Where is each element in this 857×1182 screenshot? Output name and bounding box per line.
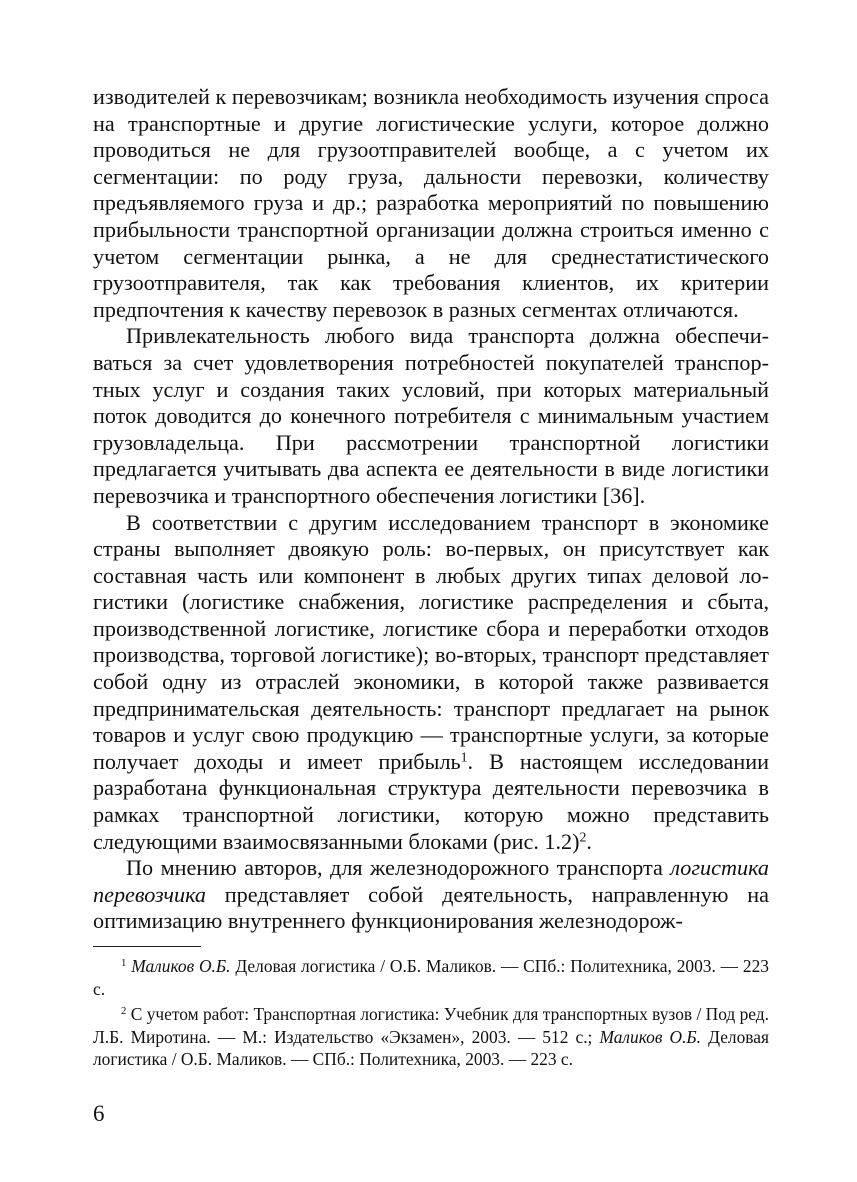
paragraph-4 <box>93 855 769 935</box>
paragraph-3-end: . <box>586 828 592 854</box>
paragraph-3-text: В соответствии с другим исследованием транспорт в экономике страны выполняет двоякую роль: во-первых, он присутствует как составная часть или компонент в любых других типах деловой логистики (логистике снабжения, логистике распределения и сбыта, производственной логистике, логистике сбора и переработки отходов производства, торговой логистике); во-вторых, транспорт представляет собой одну из отраслей экономики, в которой также развивается предпринимательская деятельность: транспорт предлагает на рынок товаров и услуг свою продукцию — транспортные услуги, за которые получает доходы и имеет прибыль <box>93 509 769 774</box>
footnote-ref-1: 1 <box>460 749 468 765</box>
footnote-1-text: Деловая логистика / О.Б. Маликов. — СПб.: Политехника, 2003. — 223 с. <box>93 956 769 999</box>
footnote-1-author: Маликов О.Б. <box>131 956 231 976</box>
footnote-2-text: С учетом работ: Транспортная логистика: Учебник для транспортных вузов / Под ред. Л.Б. Миротина. — М.: Издательство «Экзамен», 2003. — 512 с.; <box>93 1004 769 1047</box>
footnotes <box>93 955 769 1071</box>
paragraph-4-emphasis: логистика перевозчика <box>93 855 769 907</box>
footnote-separator <box>93 946 201 947</box>
paragraph-1: изводителей к перевозчикам; возникла необходимость изучения спроса на транспортные и другие логистические услуги, которое должно проводиться не для грузоотправителей вообще, а с учетом их сегментации: по роду груза, дальности перевозки, количеству предъявляемого груза и др.; разработка мероприятий по повышению прибыльности транспортной организации должна строиться именно с учетом сегментации рынка, а не для среднестатистического грузоотправителя, так как требования клиентов, их критерии предпочтения к качеству перевозок в разных сегментах отличаются. <box>93 84 769 322</box>
paragraph-4-end: представляет собой деятельность, направленную на оптимизацию внутреннего функционирования железнодорож- <box>93 881 769 934</box>
paragraph-3 <box>93 510 769 856</box>
footnote-ref-2: 2 <box>579 829 587 845</box>
footnote-1 <box>93 955 769 1000</box>
paragraph-4-start: По мнению авторов, для железнодорожного транспорта <box>126 855 671 881</box>
footnote-2-text-end: Деловая логистика / О.Б. Маликов. — СПб.: Политехника, 2003. — 223 с. <box>93 1026 769 1070</box>
footnote-2-mark: 2 <box>121 1005 127 1018</box>
paragraph-3-continuation: . В настоящем исследовании разработана функциональная структура деятельности перевозчика в рамках транспортной логистики, которую можно представить следующими взаимосвязанными блоками (рис. 1.2) <box>93 748 769 854</box>
paragraph-2: Привлекательность любого вида транспорта должна обеспечиваться за счет удовлетворения потребностей покупателей транспортных услуг и создания таких условий, при которых материальный поток доводится до конечного потребителя с минимальным участием грузовладельца. При рассмотрении транспортной логистики предлагается учитывать два аспекта ее деятельности в виде логистики перевозчика и транспортного обеспечения логистики [36]. <box>93 323 769 508</box>
footnote-1-mark: 1 <box>121 957 127 970</box>
page-number: 6 <box>93 1101 105 1126</box>
footnote-2-author: Маликов О.Б. <box>599 1026 702 1047</box>
main-text <box>93 84 769 935</box>
footnote-2 <box>93 1003 769 1071</box>
